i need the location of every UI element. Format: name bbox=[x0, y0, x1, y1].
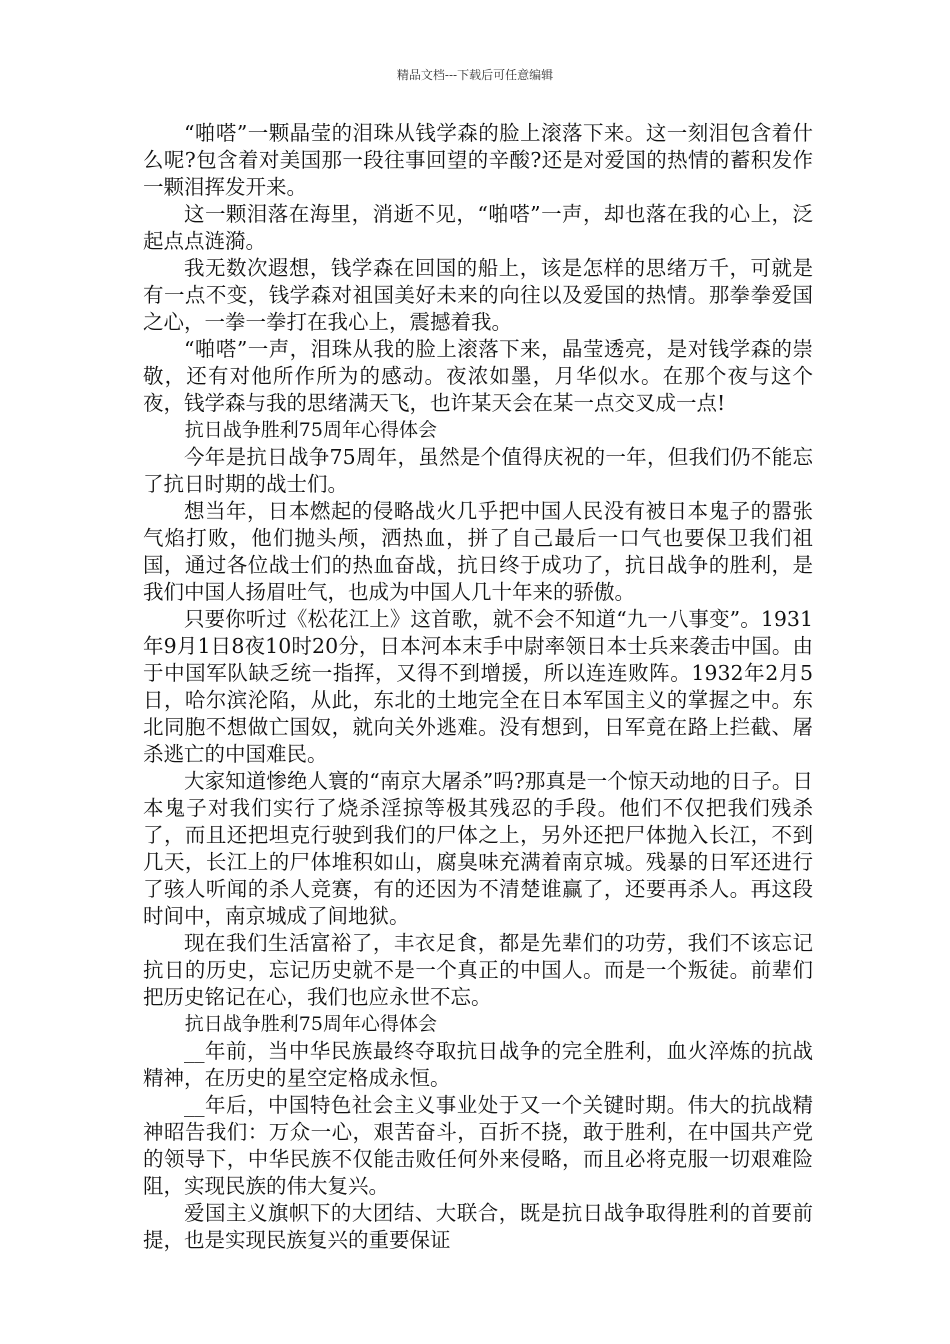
section-title: 抗日战争胜利75周年心得体会 bbox=[184, 419, 437, 441]
section-title: 抗日战争胜利75周年心得体会 bbox=[184, 1013, 437, 1035]
paragraph: 现在我们生活富裕了，丰衣足食，都是先辈们的功劳，我们不该忘记抗日的历史，忘记历史就不是一个真正的中国人。而是一个叛徒。前辈们把历史铭记在心，我们也应永世不忘。 bbox=[143, 931, 813, 1009]
paragraph: “啪嗒”一颗晶莹的泪珠从钱学森的脸上滚落下来。这一刻泪包含着什么呢?包含着对美国那一段往事回望的辛酸?还是对爱国的热情的蓄积发作一颗泪挥发开来。 bbox=[143, 121, 813, 199]
paragraph: 这一颗泪落在海里，消逝不见，“啪嗒”一声，却也落在我的心上，泛起点点涟漪。 bbox=[143, 202, 813, 253]
paragraph: 只要你听过《松花江上》这首歌，就不会不知道“九一八事变”。1931年9月1日8夜10时20分，日本河本末手中尉率领日本士兵来袭击中国。由于中国军队缺乏统一指挥，又得不到增援，所以连连败阵。1932年2月5日，哈尔滨沦陷，从此，东北的土地完全在日本军国主义的掌握之中。东北同胞不想做亡国奴，就向关外逃难。没有想到，日军竟在路上拦截、屠杀逃亡的中国难民。 bbox=[143, 607, 813, 766]
paragraph: 我无数次遐想，钱学森在回国的船上，该是怎样的思绪万千，可就是有一点不变，钱学森对祖国美好未来的向往以及爱国的热情。那拳拳爱国之心，一拳一拳打在我心上，震撼着我。 bbox=[143, 256, 813, 334]
paragraph: 想当年，日本燃起的侵略战火几乎把中国人民没有被日本鬼子的嚣张气焰打败，他们抛头颅，洒热血，拼了自己最后一口气也要保卫我们祖国，通过各位战士们的热血奋战，抗日终于成功了，抗日战争的胜利，是我们中国人扬眉吐气，也成为中国人几十年来的骄傲。 bbox=[143, 499, 813, 604]
document-body bbox=[143, 120, 813, 1254]
paragraph: 大家知道惨绝人寰的“南京大屠杀”吗?那真是一个惊天动地的日子。日本鬼子对我们实行了烧杀淫掠等极其残忍的手段。他们不仅把我们残杀了，而且还把坦克行驶到我们的尸体之上，另外还把尸体抛入长江，不到几天，长江上的尸体堆积如山，腐臭味充满着南京城。残暴的日军还进行了骇人听闻的杀人竞赛，有的还因为不清楚谁赢了，还要再杀人。再这段时间中，南京城成了间地狱。 bbox=[143, 769, 813, 928]
paragraph: __年前，当中华民族最终夺取抗日战争的完全胜利，血火淬炼的抗战精神，在历史的星空定格成永恒。 bbox=[143, 1039, 813, 1090]
paragraph: 爱国主义旗帜下的大团结、大联合，既是抗日战争取得胜利的首要前提，也是实现民族复兴的重要保证 bbox=[143, 1201, 813, 1252]
paragraph: __年后，中国特色社会主义事业处于又一个关键时期。伟大的抗战精神昭告我们：万众一心，艰苦奋斗，百折不挠，敢于胜利，在中国共产党的领导下，中华民族不仅能击败任何外来侵略，而且必将克服一切艰难险阻，实现民族的伟大复兴。 bbox=[143, 1093, 813, 1198]
paragraph: “啪嗒”一声，泪珠从我的脸上滚落下来，晶莹透亮，是对钱学森的崇敬，还有对他所作所为的感动。夜浓如墨，月华似水。在那个夜与这个夜，钱学森与我的思绪满天飞，也许某天会在某一点交叉成一点! bbox=[143, 337, 813, 415]
paragraph: 今年是抗日战争75周年，虽然是个值得庆祝的一年，但我们仍不能忘了抗日时期的战士们。 bbox=[143, 445, 813, 496]
page-header: 精品文档---下载后可任意编辑 bbox=[396, 68, 554, 82]
